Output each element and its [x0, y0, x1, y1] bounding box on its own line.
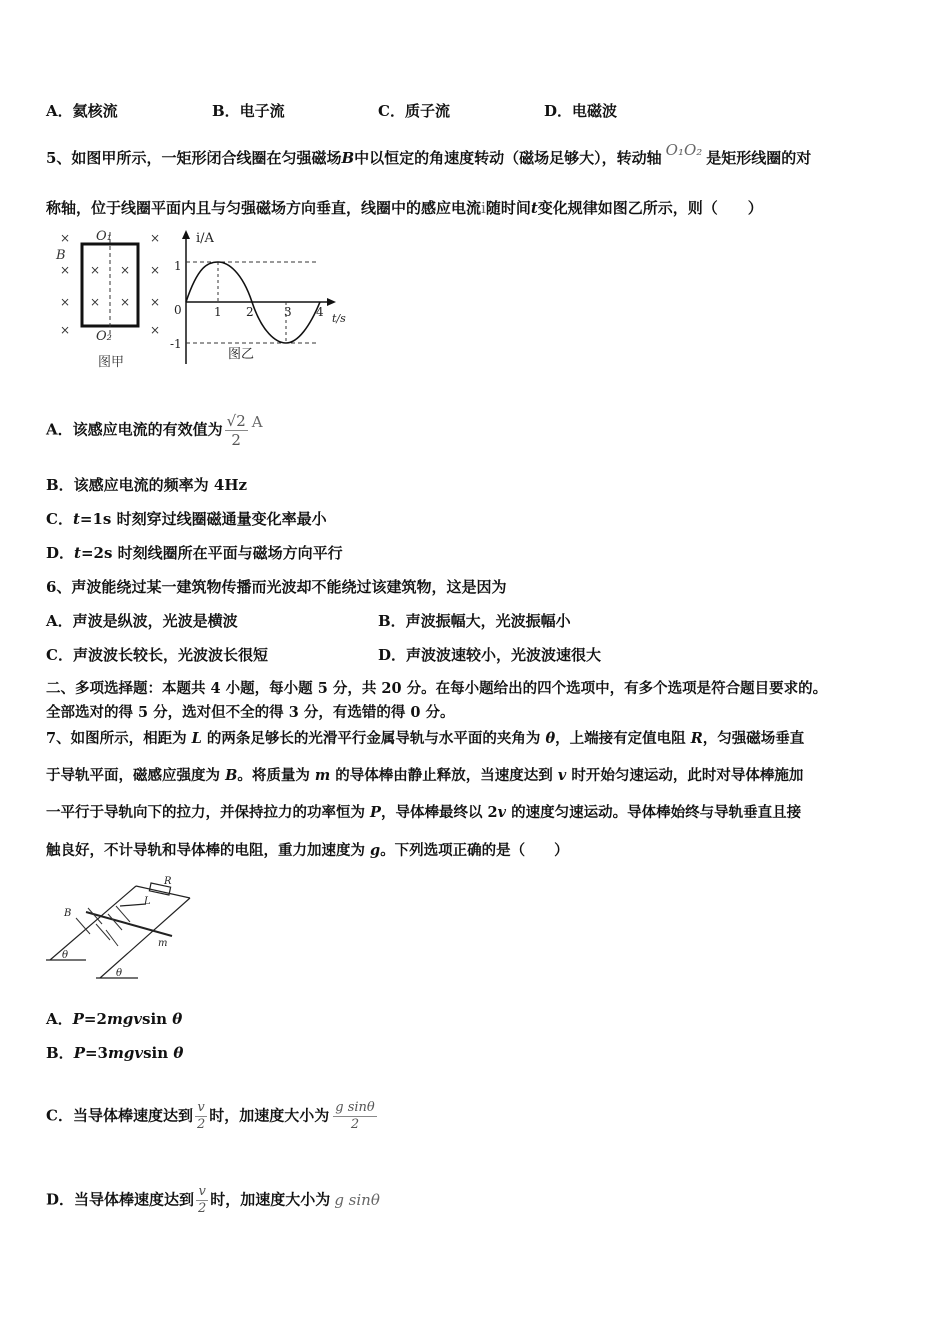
- q7-option-d: D．当导体棒速度达到 $\frac{v}{2}$ 时，加速度大小为 g sinθ: [46, 1184, 380, 1216]
- gsin-over-2-fraction: $\frac{\text{g sinθ}}{2}$: [335, 1100, 375, 1132]
- q5-option-a: A．该感应电流的有效值为 $\frac{√2}{2}$ A: [46, 412, 263, 449]
- fig-b-caption: 图乙: [228, 347, 255, 362]
- x-tick-3: 3: [284, 305, 292, 319]
- figure-a: [55, 229, 160, 370]
- cross-mark: ×: [90, 295, 101, 309]
- q5-stem-line2: 称轴，位于线圈平面内且与匀强磁场方向垂直，线圈中的感应电流i随时间t变化规律如图乙所示，则（ ）: [46, 199, 763, 217]
- q6-option-d: D．声波波速较小，光波波速很大: [378, 646, 602, 664]
- fig-a-b-label: B: [56, 248, 66, 263]
- i-axis-arrow: [182, 230, 190, 239]
- q4-option-b: B．电子流: [212, 102, 285, 120]
- cross-mark: ×: [150, 263, 161, 277]
- l-arrow-line: [120, 904, 146, 906]
- q7-option-b: B．P=3mgvsin θ: [46, 1044, 184, 1062]
- o1-label: O₁: [96, 229, 112, 244]
- cross-mark: ×: [90, 263, 101, 277]
- x-axis-label: t/s: [332, 312, 346, 325]
- label-l: L: [144, 896, 151, 907]
- y-tick-neg1: -1: [170, 337, 182, 351]
- q7-stem-line3: 一平行于导轨向下的拉力，并保持拉力的功率恒为 P，导体棒最终以 2v 的速度匀速运动。导体棒始终与导轨垂直且接: [46, 804, 802, 821]
- y-tick-1: 1: [174, 259, 182, 273]
- cross-mark: ×: [60, 323, 71, 337]
- section2-line2: 全部选对的得 5 分，选对但不全的得 3 分，有选错的得 0 分。: [46, 704, 455, 721]
- figure-b: [170, 230, 346, 364]
- q4-option-a: A．氦核流: [46, 102, 118, 120]
- x-tick-4: 4: [316, 305, 324, 319]
- field-arrows: [76, 906, 130, 946]
- v-over-2-fraction: $\frac{v}{2}$: [198, 1184, 207, 1216]
- label-theta-left: θ: [62, 950, 69, 961]
- q5-option-b: B．该感应电流的频率为 4Hz: [46, 476, 248, 494]
- q7-figure: [46, 876, 196, 984]
- q5-option-c: C．t=1s 时刻穿过线圈磁通量变化率最小: [46, 510, 327, 528]
- cross-mark: ×: [60, 231, 71, 245]
- q7-option-c: C．当导体棒速度达到 $\frac{v}{2}$ 时，加速度大小为 $\frac{\text{g sinθ}}{2}$: [46, 1100, 375, 1132]
- q5-option-d: D．t=2s 时刻线圈所在平面与磁场方向平行: [46, 544, 343, 562]
- axis-label-o1o2: O₁O₂: [665, 141, 703, 159]
- q6-options-row2: [46, 644, 601, 666]
- label-b: B: [64, 908, 72, 919]
- q7-stem-line2: 于导轨平面，磁感应强度为 B。将质量为 m 的导体棒由静止释放，当速度达到 v 时开始匀速运动，此时对导体棒施加: [46, 767, 804, 784]
- origin-label: 0: [174, 303, 182, 317]
- y-axis-label: i/A: [196, 231, 214, 246]
- fig-a-caption: 图甲: [98, 355, 125, 370]
- rail-right: [100, 898, 190, 978]
- o2-label: O₂: [96, 329, 112, 344]
- conductor-rod: [86, 912, 172, 936]
- v-over-2-fraction: $\frac{v}{2}$: [196, 1100, 206, 1132]
- cross-mark: ×: [60, 263, 71, 277]
- q4-option-c: C．质子流: [378, 102, 450, 120]
- sqrt2-over-2-fraction: $\frac{√2}{2}$: [226, 412, 246, 449]
- g-sin-theta: g sinθ: [334, 1190, 380, 1209]
- label-r: R: [164, 876, 172, 887]
- q5-figures: [46, 226, 356, 374]
- cross-mark: ×: [150, 231, 161, 245]
- q5-stem-line1: 5、如图甲所示，一矩形闭合线圈在匀强磁场B中以恒定的角速度转动（磁场足够大），转动轴 O₁O₂ 是矩形线圈的对: [46, 141, 812, 167]
- q7-stem-line1: 7、如图所示，相距为 L 的两条足够长的光滑平行金属导轨与水平面的夹角为 θ，上端接有定值电阻 R，匀强磁场垂直: [46, 730, 805, 747]
- q4-options: [46, 100, 617, 122]
- q4-option-d: D．电磁波: [544, 102, 618, 120]
- q6-option-c: C．声波波长较长，光波波长很短: [46, 646, 268, 664]
- cross-mark: ×: [120, 263, 131, 277]
- q7-stem-line4: 触良好，不计导轨和导体棒的电阻，重力加速度为 g。下列选项正确的是（ ）: [46, 842, 569, 859]
- q6-option-a: A．声波是纵波，光波是横波: [46, 612, 238, 630]
- label-m: m: [158, 938, 168, 949]
- q6-stem: 6、声波能绕过某一建筑物传播而光波却不能绕过该建筑物，这是因为: [46, 578, 507, 596]
- x-tick-2: 2: [246, 305, 254, 319]
- x-tick-1: 1: [214, 305, 222, 319]
- q6-options-row1: [46, 610, 571, 632]
- label-theta-right: θ: [116, 968, 123, 979]
- cross-mark: ×: [120, 295, 131, 309]
- cross-mark: ×: [60, 295, 71, 309]
- q7-option-a: A．P=2mgvsin θ: [46, 1010, 183, 1028]
- q6-option-b: B．声波振幅大，光波振幅小: [378, 612, 571, 630]
- cross-mark: ×: [150, 295, 161, 309]
- cross-mark: ×: [150, 323, 161, 337]
- section2-line1: 二、多项选择题：本题共 4 小题，每小题 5 分，共 20 分。在每小题给出的四个选项中，有多个选项是符合题目要求的。: [46, 680, 828, 697]
- t-axis-arrow: [327, 298, 336, 306]
